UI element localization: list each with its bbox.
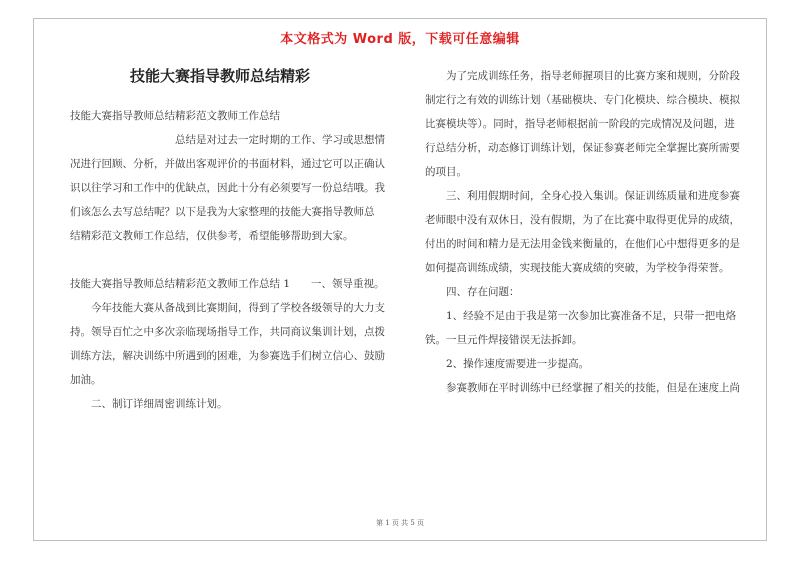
paragraph-line: 总结是对过去一定时期的工作、学习或思想情 xyxy=(175,134,385,146)
paragraph-line: 如何提高训练成绩，实现技能大赛成绩的突破，为学校争得荣誉。 xyxy=(425,262,730,274)
page-number: 第 1 页 共 5 页 xyxy=(375,519,425,527)
paragraph-line: 技能大赛指导教师总结精彩范文教师工作总结 xyxy=(70,110,280,122)
paragraph-line: 的项目。 xyxy=(425,166,467,178)
paragraph-line: 老师眼中没有双休日，没有假期，为了在比赛中取得更优异的成绩， xyxy=(425,214,740,226)
paragraph-line: 参赛教师在平时训练中已经掌握了相关的技能，但是在速度上尚 xyxy=(446,382,740,394)
paragraph-line: 比赛模块等）。同时，指导老师根据前一阶段的完成情况及问题，进 xyxy=(425,118,735,130)
left-column xyxy=(70,66,400,416)
right-column xyxy=(425,64,755,400)
paragraph-line: 训练方法，解决训练中所遇到的困难，为参赛选手们树立信心、鼓励 xyxy=(70,350,385,362)
paragraph-line: 们该怎么去写总结呢？以下是我为大家整理的技能大赛指导教师总 xyxy=(70,206,375,218)
section-heading: 三、利用假期时间，全身心投入集训。保证训练质量和进度参赛 xyxy=(446,190,740,202)
paragraph-line: 2、操作速度需要进一步提高。 xyxy=(446,358,590,370)
paragraph-line: 持。领导百忙之中多次亲临现场指导工作，共同商议集训计划，点拨 xyxy=(70,326,385,338)
paragraph-line: 付出的时间和精力是无法用金钱来衡量的，在他们心中想得更多的是 xyxy=(425,238,740,250)
format-banner: 本文格式为 Word 版，下载可任意编辑 xyxy=(280,32,520,47)
paragraph-line: 加油。 xyxy=(70,374,102,386)
section-heading: 技能大赛指导教师总结精彩范文教师工作总结 1 一、领导重视。 xyxy=(70,278,385,290)
paragraph-line: 行总结分析，动态修订训练计划，保证参赛老师完全掌握比赛所需要 xyxy=(425,142,740,154)
section-heading: 二、制订详细周密训练计划。 xyxy=(91,398,228,410)
paragraph-line: 1、经验不足由于我是第一次参加比赛准备不足，只带一把电烙 xyxy=(446,310,737,322)
document-title: 技能大赛指导教师总结精彩 xyxy=(130,67,311,85)
paragraph-line: 铁。一旦元件焊接错误无法拆卸。 xyxy=(425,334,583,346)
paragraph-line: 制定行之有效的训练计划（基础模块、专门化模块、综合模块、模拟 xyxy=(425,94,740,106)
section-heading: 四、存在问题： xyxy=(446,286,520,298)
paragraph-line: 今年技能大赛从备战到比赛期间，得到了学校各级领导的大力支 xyxy=(91,302,385,314)
paragraph-line: 况进行回顾、分析，并做出客观评价的书面材料，通过它可以正确认 xyxy=(70,158,385,170)
paragraph-line: 识以往学习和工作中的优缺点，因此十分有必须要写一份总结哦。我 xyxy=(70,182,385,194)
paragraph-line: 为了完成训练任务，指导老师握项目的比赛方案和规则，分阶段 xyxy=(446,70,740,82)
paragraph-line: 结精彩范文教师工作总结，仅供参考，希望能够帮助到大家。 xyxy=(70,230,354,242)
